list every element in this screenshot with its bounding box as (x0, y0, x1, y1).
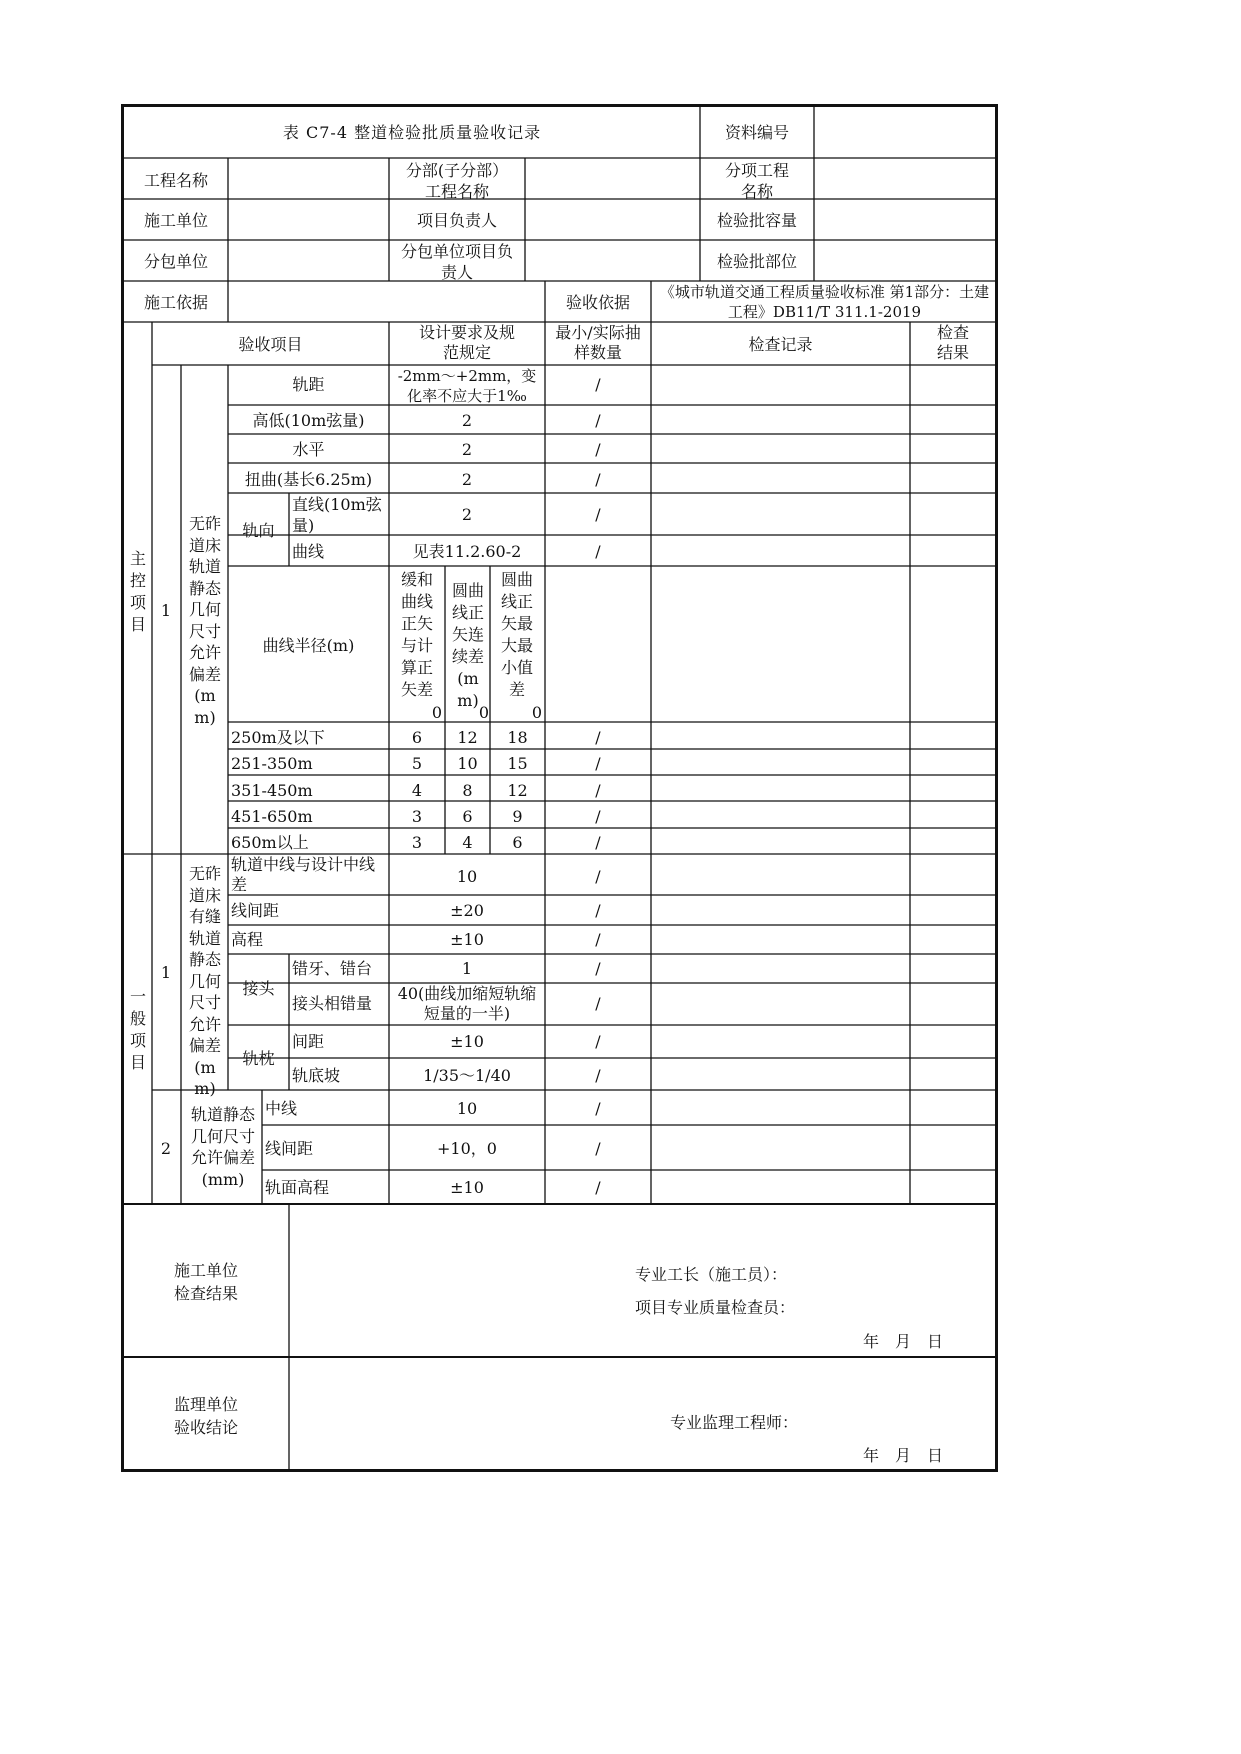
general-g1-label: 无砟道床有缝轨道静态几何尺寸允许偏差(mm) (188, 864, 221, 1098)
batch-location-field[interactable] (814, 241, 996, 280)
basis-label: 施工依据 (143, 293, 208, 312)
curve-c-4: 9 (512, 807, 523, 826)
sub-alignment-straight: 直线(10m弦量) (292, 495, 382, 535)
sample-twist: / (595, 470, 601, 489)
g1-sample-misalign: / (595, 959, 601, 978)
general-g2-no: 2 (160, 1139, 172, 1158)
supervisor-date: 年 月 日 (863, 1446, 944, 1465)
g1-value-spacing: ±20 (450, 901, 484, 920)
sample-alignment-curve: / (595, 542, 601, 561)
doc-no-label: 资料编号 (724, 123, 789, 142)
col-design-header: 设计要求及规范规定 (418, 323, 515, 362)
curve-header-b: 圆曲线正矢连续差(mm) (451, 581, 484, 710)
g2-item-spacing: 线间距 (265, 1139, 314, 1158)
curve-header-b-tail: 0 (478, 703, 489, 722)
g1-sub-sleeper-spacing: 间距 (292, 1032, 325, 1051)
project-name-field[interactable] (228, 160, 389, 199)
sub-item-label: 分项工程名称 (724, 161, 789, 199)
g2-value-centerline: 10 (456, 1099, 478, 1118)
sub-leader-field[interactable] (525, 241, 700, 280)
g1-sample-elevation: / (595, 930, 601, 949)
curve-c-3: 12 (507, 781, 528, 800)
item-alignment: 轨向 (242, 521, 275, 540)
g1-value-misalign: 1 (461, 959, 473, 978)
basis-field[interactable] (228, 282, 545, 321)
curve-radius-5: 650m以上 (231, 833, 309, 852)
value-alignment-curve: 见表11.2.60-2 (412, 542, 522, 561)
curve-b-5: 4 (462, 833, 473, 852)
g2-sample-rail-elevation: / (595, 1178, 601, 1197)
g1-sample-rail-cant: / (595, 1066, 601, 1085)
supervisor-conclusion-label: 监理单位验收结论 (173, 1395, 238, 1437)
sub-alignment-curve: 曲线 (292, 542, 325, 561)
batch-capacity-field[interactable] (814, 200, 996, 239)
col-sample-header: 最小/实际抽样数量 (555, 323, 641, 362)
batch-capacity-label: 检验批容量 (716, 211, 797, 230)
col-item-header: 验收项目 (238, 335, 303, 354)
main-control-label: 主控项目 (129, 549, 146, 634)
curve-header-c: 圆曲线正矢最大最小值差 (500, 570, 533, 699)
curve-radius-2: 251-350m (231, 754, 313, 773)
contractor-label: 施工单位 (143, 211, 208, 230)
subcontractor-field[interactable] (228, 241, 389, 280)
sample-level: / (595, 440, 601, 459)
curve-sample-5: / (595, 833, 601, 852)
sub-dept-field[interactable] (525, 160, 700, 199)
g1-item-centerline: 轨道中线与设计中线差 (231, 855, 376, 894)
contractor-field[interactable] (228, 200, 389, 239)
curve-b-4: 6 (462, 807, 473, 826)
g2-sample-centerline: / (595, 1099, 601, 1118)
item-level: 水平 (292, 440, 325, 459)
curve-a-5: 3 (411, 833, 423, 852)
g1-sub-misalign: 错牙、错台 (292, 959, 373, 978)
contractor-date: 年 月 日 (863, 1332, 944, 1351)
foreman-signature-label: 专业工长（施工员）： (635, 1265, 788, 1284)
value-level: 2 (461, 440, 473, 459)
curve-a-4: 3 (411, 807, 423, 826)
general-g1-no: 1 (160, 963, 172, 982)
g1-sample-centerline: / (595, 867, 601, 886)
main-control-no: 1 (160, 601, 172, 620)
curve-c-2: 15 (507, 754, 528, 773)
g1-sample-stagger: / (595, 994, 601, 1013)
g2-sample-spacing: / (595, 1139, 601, 1158)
sub-item-field[interactable] (814, 160, 996, 199)
acceptance-basis-label: 验收依据 (565, 293, 630, 312)
curve-b-1: 12 (457, 728, 478, 747)
project-leader-label: 项目负责人 (416, 211, 497, 230)
curve-sample-3: / (595, 781, 601, 800)
engineer-signature-label: 专业监理工程师： (670, 1413, 799, 1432)
general-label: 一般项目 (129, 987, 146, 1072)
curve-sample-1: / (595, 728, 601, 747)
curve-radius-label: 曲线半径(m) (262, 636, 355, 655)
value-gauge: -2mm～+2mm，变化率不应大于1‰ (397, 367, 537, 405)
g1-sub-rail-cant: 轨底坡 (292, 1066, 341, 1085)
project-name-label: 工程名称 (143, 171, 208, 190)
g2-item-rail-elevation: 轨面高程 (265, 1178, 330, 1197)
g2-value-rail-elevation: ±10 (450, 1178, 484, 1197)
curve-c-5: 6 (512, 833, 523, 852)
curve-a-3: 4 (411, 781, 423, 800)
doc-no-field[interactable] (814, 108, 996, 156)
project-leader-field[interactable] (525, 200, 700, 239)
curve-a-2: 5 (411, 754, 423, 773)
g1-item-elevation: 高程 (231, 930, 264, 949)
g2-item-centerline: 中线 (265, 1099, 298, 1118)
general-g2-label: 轨道静态几何尺寸允许偏差(mm) (190, 1105, 255, 1189)
item-height: 高低(10m弦量) (252, 411, 365, 430)
acceptance-basis-value: 《城市轨道交通工程质量验收标准 第1部分：土建工程》DB11/T 311.1-2019 (659, 283, 990, 321)
form-title: 表 C7-4 整道检验批质量验收记录 (282, 123, 542, 142)
value-twist: 2 (461, 470, 473, 489)
g2-value-spacing: +10，0 (437, 1139, 497, 1158)
g1-item-spacing: 线间距 (231, 901, 280, 920)
value-alignment-straight: 2 (461, 505, 473, 524)
inspector-signature-label: 项目专业质量检查员： (635, 1298, 796, 1317)
col-record-header: 检查记录 (748, 335, 813, 354)
g1-item-sleeper: 轨枕 (242, 1049, 275, 1068)
g1-item-joint: 接头 (242, 979, 275, 998)
curve-header-a: 缓和曲线正矢与计算正矢差 (400, 570, 433, 699)
curve-header-a-tail: 0 (431, 703, 442, 722)
item-twist: 扭曲(基长6.25m) (244, 470, 373, 489)
g1-sample-spacing: / (595, 901, 601, 920)
g1-value-sleeper-spacing: ±10 (450, 1032, 484, 1051)
curve-b-2: 10 (457, 754, 478, 773)
g1-value-centerline: 10 (456, 867, 478, 886)
sub-dept-label: 分部(子分部）工程名称 (405, 161, 509, 199)
curve-c-1: 18 (507, 728, 528, 747)
curve-header-c-tail: 0 (531, 703, 542, 722)
sub-leader-label: 分包单位项目负责人 (400, 242, 513, 280)
g1-value-stagger: 40(曲线加缩短轨缩短量的一半) (397, 984, 537, 1023)
g1-value-rail-cant: 1/35～1/40 (423, 1066, 511, 1085)
main-control-group: 无砟道床轨道静态几何尺寸允许偏差(mm) (188, 514, 221, 727)
curve-sample-4: / (595, 807, 601, 826)
col-result-header: 检查结果 (936, 323, 969, 362)
value-height: 2 (461, 411, 473, 430)
sample-gauge: / (595, 375, 601, 394)
curve-a-1: 6 (411, 728, 423, 747)
sample-alignment-straight: / (595, 505, 601, 524)
curve-radius-1: 250m及以下 (231, 728, 325, 747)
contractor-check-label: 施工单位检查结果 (173, 1261, 238, 1303)
item-gauge: 轨距 (292, 375, 325, 394)
curve-b-3: 8 (462, 781, 473, 800)
curve-radius-4: 451-650m (231, 807, 313, 826)
sample-height: / (595, 411, 601, 430)
curve-sample-2: / (595, 754, 601, 773)
batch-location-label: 检验批部位 (716, 252, 797, 271)
g1-sample-sleeper-spacing: / (595, 1032, 601, 1051)
g1-value-elevation: ±10 (450, 930, 484, 949)
curve-radius-3: 351-450m (231, 781, 313, 800)
subcontractor-label: 分包单位 (143, 252, 208, 271)
g1-sub-stagger: 接头相错量 (292, 994, 373, 1013)
